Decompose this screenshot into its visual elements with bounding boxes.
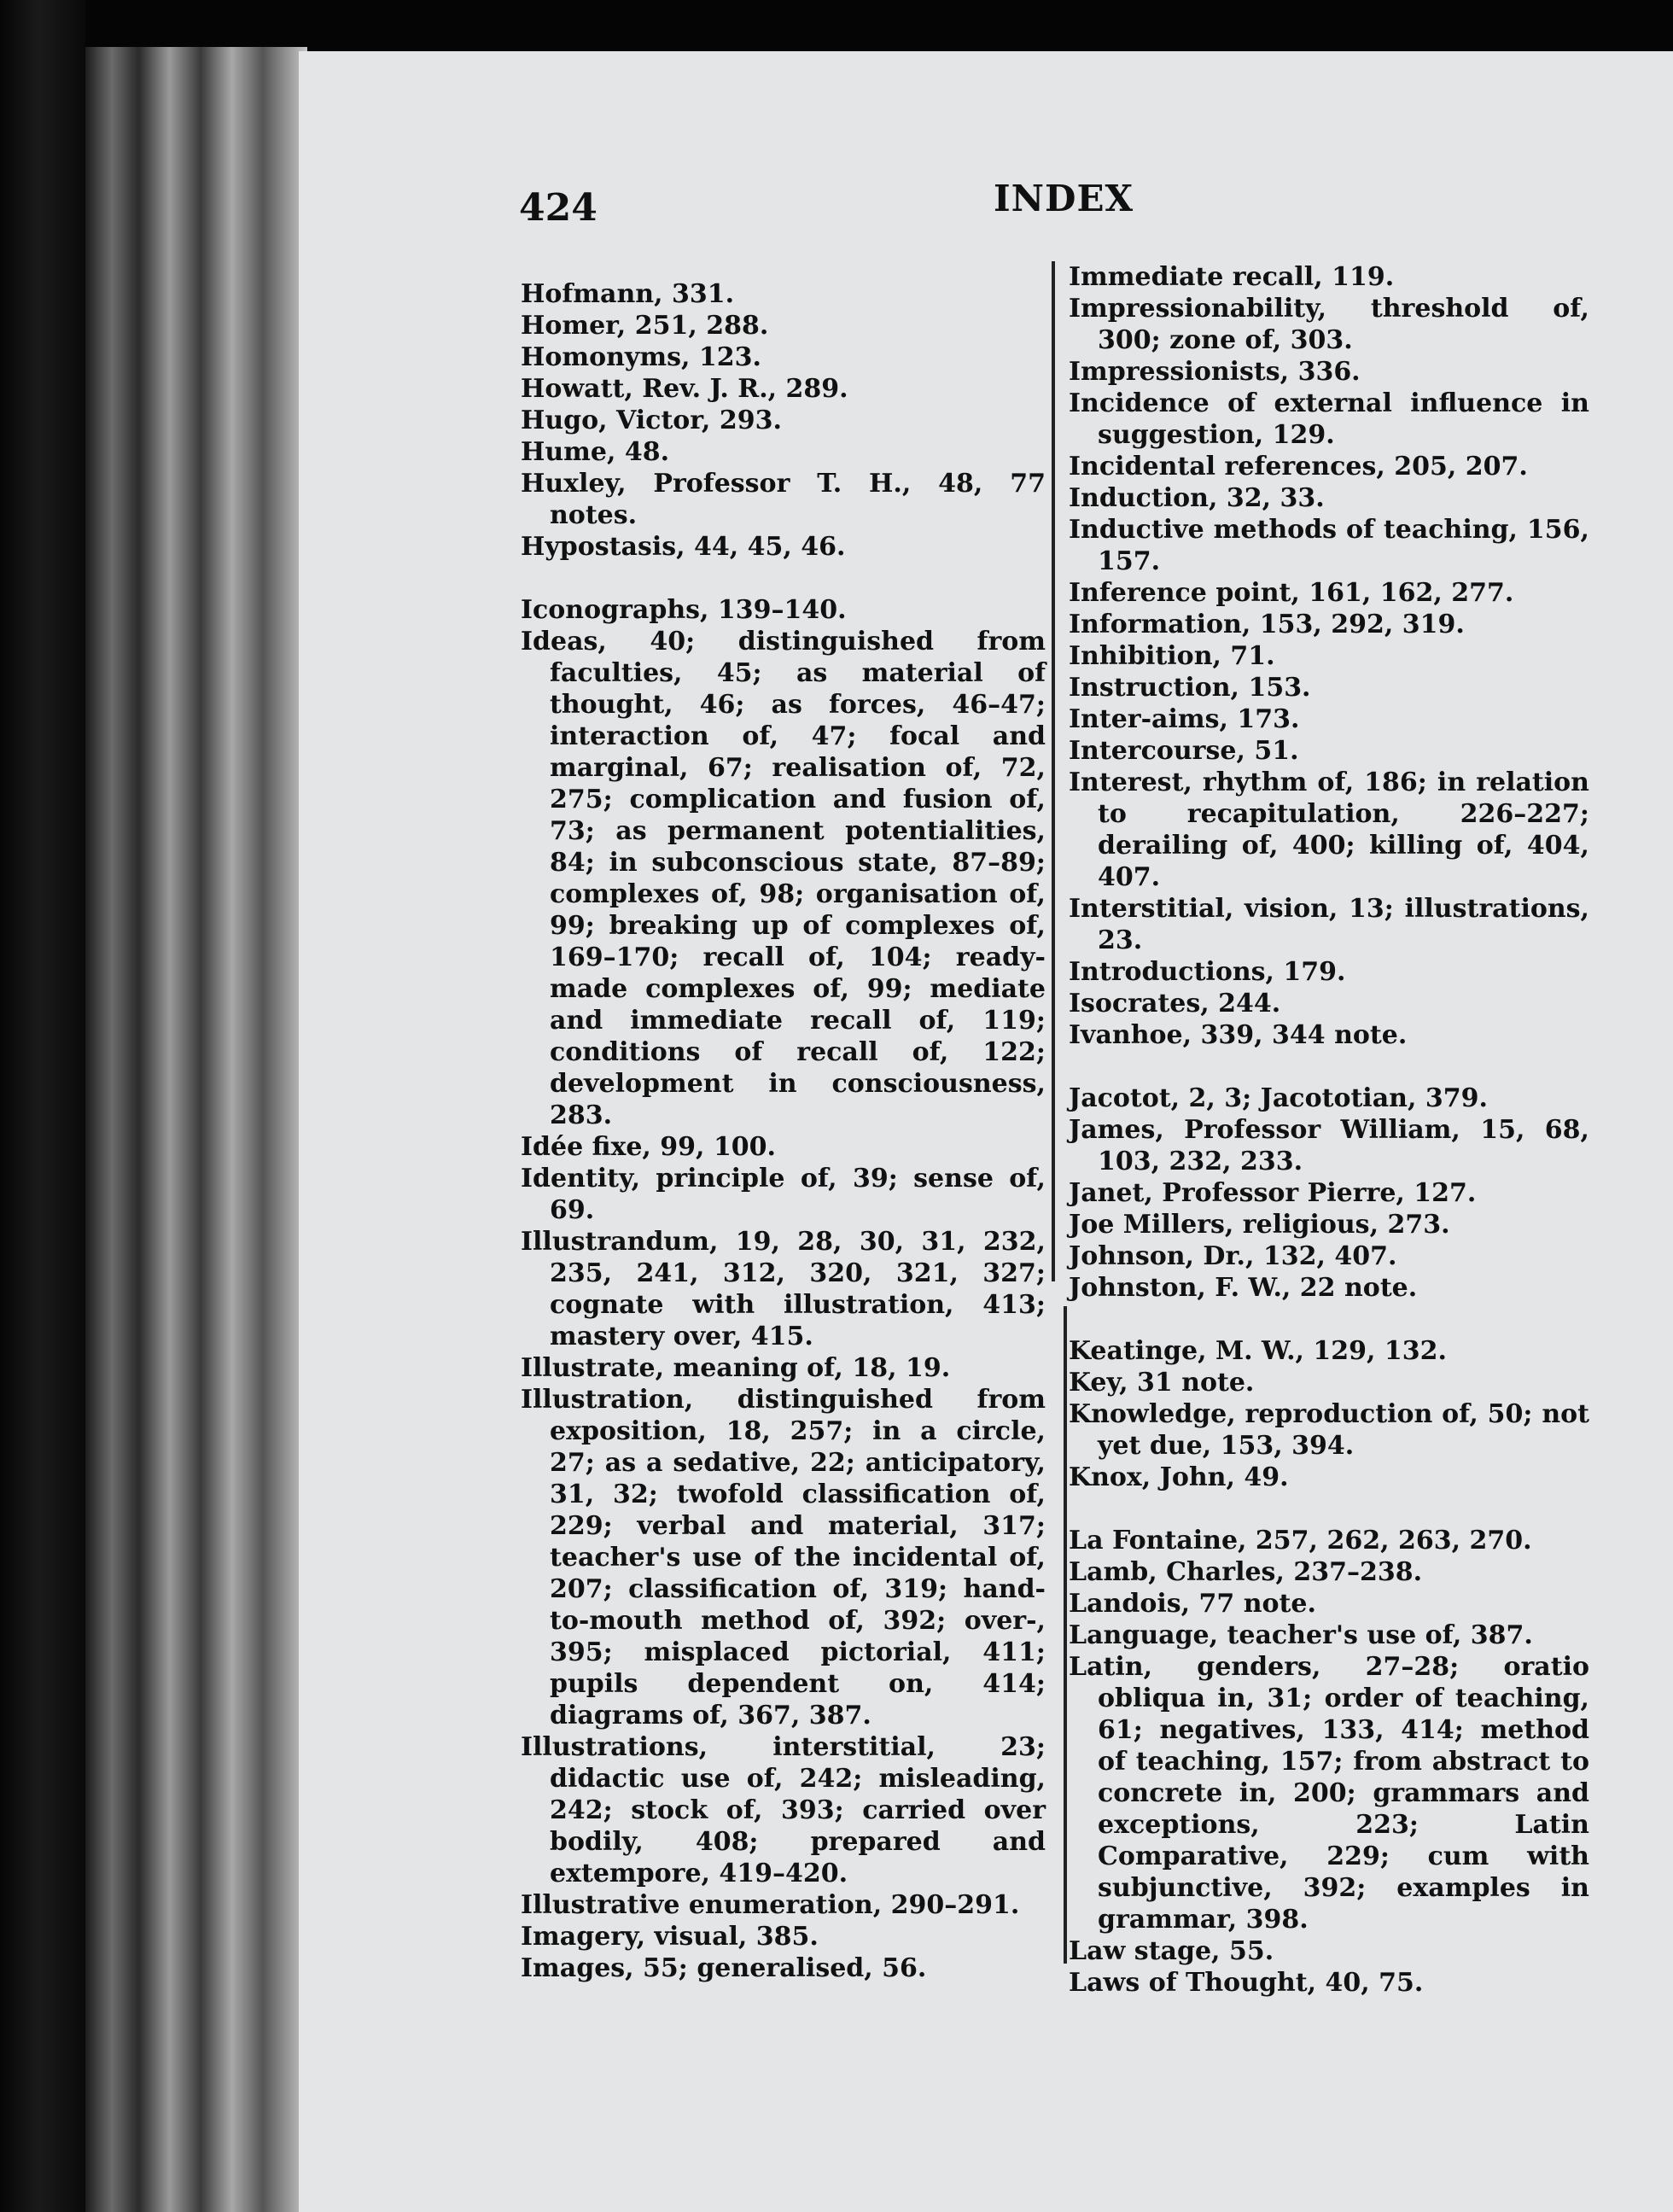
index-entry: Inter-aims, 173.	[1069, 704, 1300, 734]
index-entry: Knowledge, reproduction of, 50; not yet due, 153, 394.	[1069, 1399, 1589, 1461]
index-entry: James, Professor William, 15, 68, 103, 232, 233.	[1069, 1115, 1589, 1176]
index-entry: Isocrates, 244.	[1069, 989, 1281, 1018]
index-entry: Illustrative enumeration, 290–291.	[521, 1890, 1020, 1920]
index-entry: Hume, 48.	[521, 437, 670, 467]
section-gap	[521, 563, 1046, 594]
index-entry: Howatt, Rev. J. R., 289.	[521, 374, 848, 404]
index-entry: Homonyms, 123.	[521, 342, 761, 372]
index-entry: Law stage, 55.	[1069, 1936, 1274, 1966]
index-entry: Inference point, 161, 162, 277.	[1069, 578, 1514, 608]
section-gap	[1069, 1493, 1589, 1525]
index-entry: Language, teacher's use of, 387.	[1069, 1620, 1533, 1650]
index-entry: Lamb, Charles, 237–238.	[1069, 1557, 1423, 1587]
index-entry: Imagery, visual, 385.	[521, 1922, 819, 1952]
section-gap	[1069, 1051, 1589, 1083]
book-spine-edge	[85, 47, 307, 2212]
index-entry: Incidental references, 205, 207.	[1069, 452, 1528, 482]
index-entry: Homer, 251, 288.	[521, 311, 769, 341]
index-entry: Interstitial, vision, 13; illustrations, 23.	[1069, 894, 1589, 955]
index-column-right	[1069, 261, 1589, 1999]
index-entry: Induction, 32, 33.	[1069, 483, 1325, 513]
index-entry: Hugo, Victor, 293.	[521, 406, 782, 435]
index-entry: Introductions, 179.	[1069, 957, 1346, 987]
section-gap	[1069, 1304, 1589, 1335]
index-column-left	[521, 278, 1046, 1984]
scan-left-border	[0, 0, 85, 2212]
index-entry: Illustrandum, 19, 28, 30, 31, 232, 235, 241, 312, 320, 321, 327; cognate with illustration, 413; mastery over, 415.	[521, 1227, 1046, 1351]
index-entry: Knox, John, 49.	[1069, 1462, 1289, 1492]
index-entry: Ideas, 40; distinguished from faculties, 45; as material of thought, 46; as forces, 46–47; interaction of, 47; focal and marginal, 67; realisation of, 72, 275; complication and fusion of, 73; as permanent potentialities, 84; in subconscious state, 87–89; complexes of, 98; organisation of, 99; breaking up of complexes of, 169–170; recall of, 104; ready-made complexes of, 99; mediate and immediate recall of, 119; conditions of recall of, 122; development in consciousness, 283.	[521, 627, 1046, 1130]
running-head: INDEX	[994, 178, 1134, 219]
index-entry: Immediate recall, 119.	[1069, 262, 1395, 292]
index-entry: Joe Millers, religious, 273.	[1069, 1210, 1450, 1240]
index-entry: Illustrate, meaning of, 18, 19.	[521, 1353, 951, 1383]
index-entry: Inhibition, 71.	[1069, 641, 1275, 671]
index-entry: Landois, 77 note.	[1069, 1589, 1316, 1619]
index-entry: La Fontaine, 257, 262, 263, 270.	[1069, 1526, 1532, 1555]
page-number: 424	[519, 186, 598, 230]
index-entry: Inductive methods of teaching, 156, 157.	[1069, 515, 1589, 576]
index-entry: Hofmann, 331.	[521, 279, 735, 309]
index-entry: Johnson, Dr., 132, 407.	[1069, 1241, 1397, 1271]
index-entry: Images, 55; generalised, 56.	[521, 1953, 927, 1983]
index-entry: Incidence of external influence in suggestion, 129.	[1069, 388, 1589, 450]
index-entry: Keatinge, M. W., 129, 132.	[1069, 1336, 1447, 1366]
index-entry: Identity, principle of, 39; sense of, 69.	[521, 1164, 1046, 1225]
index-entry: Laws of Thought, 40, 75.	[1069, 1968, 1424, 1998]
index-entry: Hypostasis, 44, 45, 46.	[521, 532, 846, 562]
column-rule	[1064, 1306, 1067, 1964]
index-entry: Iconographs, 139–140.	[521, 595, 847, 625]
index-entry: Illustrations, interstitial, 23; didactic use of, 242; misleading, 242; stock of, 393; carried over bodily, 408; prepared and extempore, 419–420.	[521, 1732, 1046, 1888]
index-entry: Key, 31 note.	[1069, 1368, 1255, 1398]
index-entry: Interest, rhythm of, 186; in relation to recapitulation, 226–227; derailing of, 400; killing of, 404, 407.	[1069, 767, 1589, 892]
index-entry: Ivanhoe, 339, 344 note.	[1069, 1020, 1408, 1050]
index-entry: Instruction, 153.	[1069, 673, 1311, 703]
column-rule	[1052, 261, 1055, 1281]
index-entry: Intercourse, 51.	[1069, 736, 1299, 766]
index-entry: Latin, genders, 27–28; oratio obliqua in, 31; order of teaching, 61; negatives, 133, 414; method of teaching, 157; from abstract to concrete in, 200; grammars and exceptions, 223; Latin Comparative, 229; cum with subjunctive, 392; examples in grammar, 398.	[1069, 1652, 1589, 1935]
index-entry: Idée fixe, 99, 100.	[521, 1132, 777, 1162]
index-entry: Impressionability, threshold of, 300; zone of, 303.	[1069, 294, 1589, 355]
index-entry: Janet, Professor Pierre, 127.	[1069, 1178, 1477, 1208]
index-entry: Impressionists, 336.	[1069, 357, 1361, 387]
index-entry: Johnston, F. W., 22 note.	[1069, 1273, 1418, 1303]
index-entry: Huxley, Professor T. H., 48, 77 notes.	[521, 469, 1046, 530]
index-entry: Jacotot, 2, 3; Jacototian, 379.	[1069, 1083, 1488, 1113]
index-entry: Information, 153, 292, 319.	[1069, 610, 1465, 639]
scan-top-border	[0, 0, 1673, 53]
index-entry: Illustration, distinguished from exposition, 18, 257; in a circle, 27; as a sedative, 22; anticipatory, 31, 32; twofold classification of, 229; verbal and material, 317; teacher's use of the incidental of, 207; classification of, 319; hand-to-mouth method of, 392; over-, 395; misplaced pictorial, 411; pupils dependent on, 414; diagrams of, 367, 387.	[521, 1385, 1046, 1730]
